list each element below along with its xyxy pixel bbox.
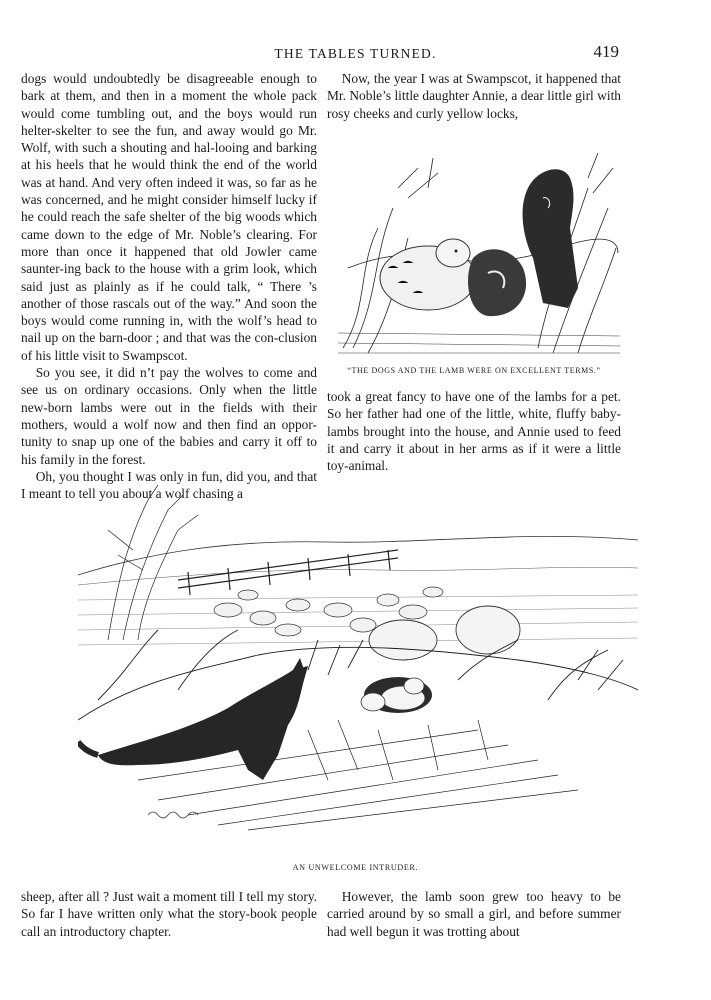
illustration-caption-large: AN UNWELCOME INTRUDER. xyxy=(292,863,419,872)
paragraph: Oh, you thought I was only in fun, did you, and that I meant to tell you about a wolf chasing a xyxy=(21,468,317,502)
running-title: THE TABLES TURNED. xyxy=(274,46,437,61)
dogs-and-lamb-illustration xyxy=(338,148,620,360)
paragraph: Now, the year I was at Swampscot, it happened that Mr. Noble’s little daughter Annie, a dear little girl with rosy cheeks and curly yellow locks, xyxy=(327,71,621,121)
paragraph: sheep, after all ? Just wait a moment till I tell my story. So far I have written only what the story-book people call an introductory chapter. xyxy=(21,889,317,939)
illustration-caption-small: “THE DOGS AND THE LAMB WERE ON EXCELLENT TERMS.” xyxy=(347,366,601,375)
paragraph: So you see, it did n’t pay the wolves to come and see us on ordinary occasions. Only when the little new-born lambs were out in the fields with their mothers, would a wolf now and then find an oppor-tunity to snap up one of the babies and carry it off to his family in the forest. xyxy=(21,365,317,467)
right-column-middle xyxy=(327,388,621,474)
right-column-top xyxy=(327,70,621,122)
paragraph: took a great fancy to have one of the lambs for a pet. So her father had one of the little, white, fluffy baby-lambs brought into the house, and Annie used to feed it and carry it about in her arms as if it were a little toy-animal. xyxy=(327,389,621,474)
right-column-bottom xyxy=(327,888,621,940)
page-number: 419 xyxy=(593,42,619,61)
left-column-top xyxy=(21,70,317,502)
paragraph: dogs would undoubtedly be disagreeable enough to bark at them, and then in a moment the whole pack would come tumbling out, and the boys would run helter-skelter to see the fun, and away would go Mr. Wolf, with such a shouting and hal-looing and barking at his heels that he would think the end of the world was at hand. And very often indeed it was, so far as he was concerned, and he might consider himself lucky if he could reach the safe shelter of the big woods which came down to the edge of Mr. Noble’s clearing. For more than once it happened that old Jowler came saunter-ing back to the house with a grim look, which said just as plainly as if he could talk, “ There ’s another of those rascals out of the way.” And soon the boys would come running in, with the wolf’s head to nail up on the barn-door ; and that was the con-clusion of his little visit to Swampscot. xyxy=(21,71,317,363)
wolf-and-sheep-illustration xyxy=(78,480,638,860)
left-column-bottom xyxy=(21,888,317,940)
paragraph: However, the lamb soon grew too heavy to be carried around by so small a girl, and before summer had well begun it was trotting about xyxy=(327,889,621,939)
